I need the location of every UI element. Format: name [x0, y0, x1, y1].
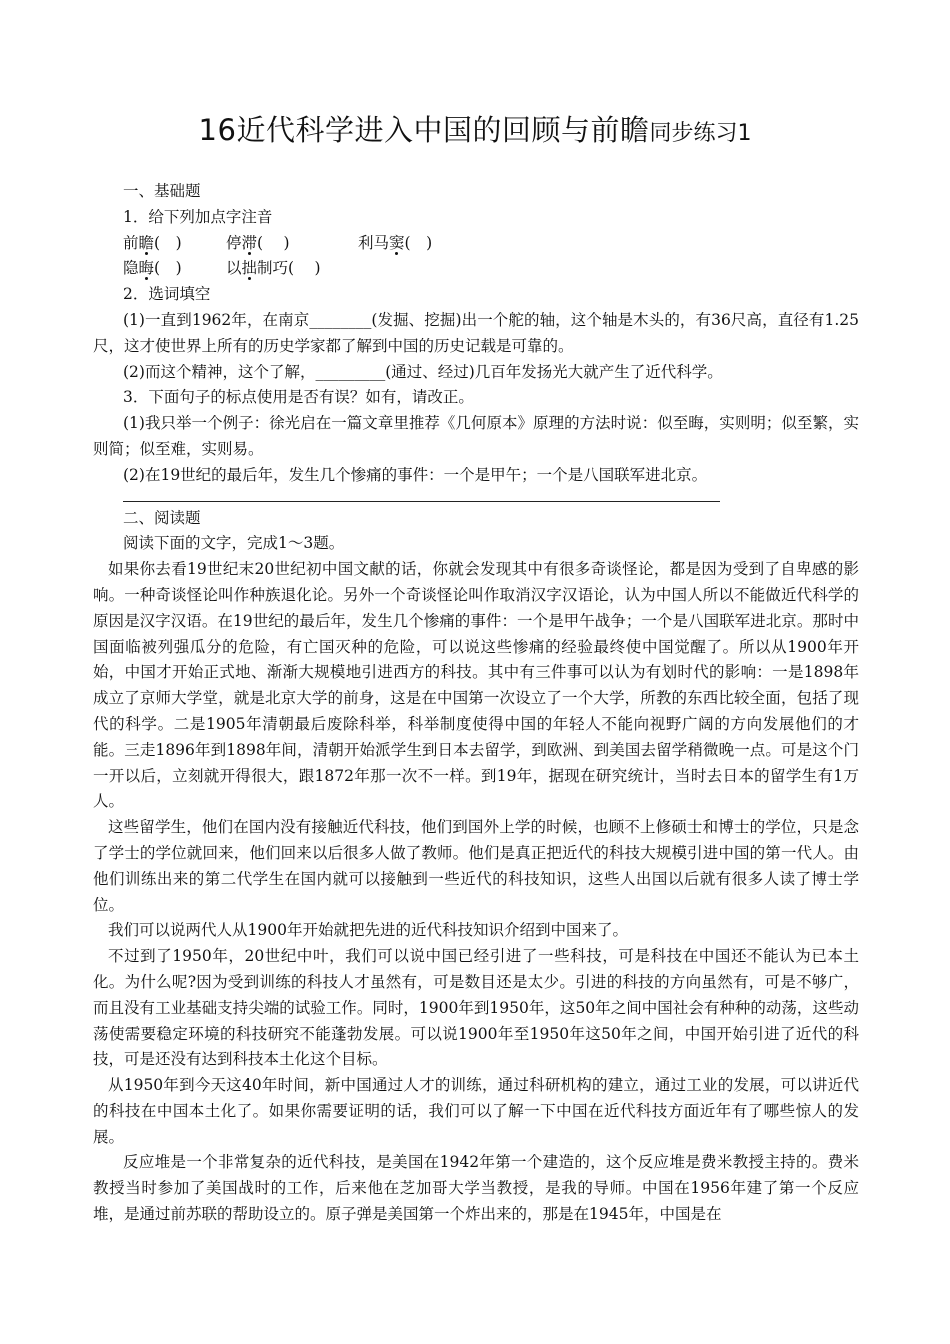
char: 前	[123, 233, 139, 252]
reading-paragraph: 这些留学生，他们在国内没有接触近代科技，他们到国外上学的时候，也顾不上修硕士和博士的学位，只是念了学士的学位就回来，他们回来以后很多人做了教师。他们是真正把近代的科技大规模引进中国的第一代人。由他们训练出来的第二代学生在国内就可以接触到一些近代的科技知识，这些人出国以后就有很多人读了博士学位。	[93, 818, 859, 914]
q2-label: 2．选词填空	[123, 285, 211, 304]
char: 停	[226, 233, 242, 252]
char: 利马	[358, 233, 390, 252]
q1-row1	[93, 231, 859, 257]
dotted-char: 瞻	[138, 233, 155, 252]
reading-paragraph: 我们可以说两代人从1900年开始就把先进的近代科技知识介绍到中国来了。	[108, 921, 628, 940]
q2-item-2: (2)而这个精神，这个了解，_________(通过、经过)几百年发扬光大就产生了近代科学。	[123, 362, 723, 381]
section2-heading: 二、阅读题	[123, 508, 201, 527]
dotted-char: 拙	[241, 259, 258, 278]
char: 隐	[123, 259, 139, 278]
q1-item-yizhuozhiqiao	[226, 256, 321, 282]
q1-item-yinhui	[123, 256, 226, 282]
title-sub: 同步练习1	[649, 121, 752, 146]
reading-instruction: 阅读下面的文字，完成1～3题。	[123, 534, 345, 553]
document-title	[0, 108, 950, 149]
blank: ( )	[404, 233, 433, 252]
q2-item-1: (1)一直到1962年，在南京________(发掘、挖掘)出一个舵的轴，这个轴是木头的，有36尺高，直径有1.25尺，这才使世界上所有的历史学家都了解到中国的历史记载是可靠的。	[93, 310, 859, 355]
blank: ( )	[154, 233, 182, 252]
q3-item-2: (2)在19世纪的最后年，发生几个惨痛的事件：一个是甲午；一个是八国联军进北京。	[123, 465, 708, 484]
title-main: 16近代科学进入中国的回顾与前瞻	[198, 113, 650, 147]
document-body	[93, 179, 859, 1228]
dotted-char: 窦	[389, 233, 405, 252]
q1-item-qianzhan	[123, 231, 226, 257]
q1-item-limadou	[358, 231, 432, 257]
q3-label: 3．下面句子的标点使用是否有误？如有，请改正。	[123, 388, 474, 407]
dotted-char: 晦	[138, 259, 155, 278]
section1-heading: 一、基础题	[123, 182, 201, 200]
reading-paragraph: 反应堆是一个非常复杂的近代科技，是美国在1942年第一个建造的，这个反应堆是费米教授主持的。费米教授当时参加了美国战时的工作，后来他在芝加哥大学当教授，是我的导师。中国在1956年建了第一个反应堆，是通过前苏联的帮助设立的。原子弹是美国第一个炸出来的，那是在1945年，中国是在	[93, 1153, 859, 1224]
q1-label: 1．给下列加点字注音	[123, 207, 273, 226]
q3-item-1: (1)我只举一个例子：徐光启在一篇文章里推荐《几何原本》原理的方法时说：似至晦，实则明；似至繁，实则简；似至难，实则易。	[93, 414, 859, 458]
reading-paragraph: 如果你去看19世纪末20世纪初中国文献的话，你就会发现其中有很多奇谈怪论，都是因为受到了自卑感的影响。一种奇谈怪论叫作种族退化论。另外一个奇谈怪论叫作取消汉字汉语论，认为中国人所以不能做近代科学的原因是汉字汉语。在19世纪的最后年，发生几个惨痛的事件：一个是甲午战争；一个是八国联军进北京。那时中国面临被列强瓜分的危险，有亡国灭种的危险，可以说这些惨痛的经验最终使中国觉醒了。所以从1900年开始，中国才开始正式地、渐渐大规模地引进西方的科技。其中有三件事可以认为有划时代的影响：一是1898年成立了京师大学堂，就是北京大学的前身，这是在中国第一次设立了一个大学，所教的东西比较全面，包括了现代的科学。二是1905年清朝最后废除科举，科举制度使得中国的年轻人不能向视野广阔的方向发展他们的才能。三走1896年到1898年间，清朝开始派学生到日本去留学，到欧洲、到美国去留学稍微晚一点。可是这个门一开以后，立刻就开得很大，跟1872年那一次不一样。到19年，据现在研究统计，当时去日本的留学生有1万人。	[93, 560, 859, 811]
q1-item-tingzhi	[226, 231, 358, 257]
char: 以	[226, 259, 242, 278]
blank: ( )	[257, 233, 290, 252]
dotted-char: 滞	[241, 233, 258, 252]
reading-paragraph: 从1950年到今天这40年时间，新中国通过人才的训练，通过科研机构的建立，通过工业的发展，可以讲近代的科技在中国本土化了。如果你需要证明的话，我们可以了解一下中国在近代科技方面近年有了哪些惊人的发展。	[93, 1076, 859, 1146]
answer-line	[123, 489, 720, 502]
blank: ( )	[154, 259, 182, 278]
blank: 制巧( )	[257, 259, 321, 278]
reading-paragraph: 不过到了1950年，20世纪中叶，我们可以说中国已经引进了一些科技，可是科技在中国还不能认为已本土化。为什么呢?因为受到训练的科技人才虽然有，可是数目还是太少。引进的科技的方向虽然有，可是不够广，而且没有工业基础支持尖端的试验工作。同时，1900年到1950年，这50年之间中国社会有种种的动荡，这些动荡使需要稳定环境的科技研究不能蓬勃发展。可以说1900年至1950年这50年之间，中国开始引进了近代的科技，可是还没有达到科技本土化这个目标。	[93, 947, 859, 1069]
q1-row2	[93, 256, 859, 282]
